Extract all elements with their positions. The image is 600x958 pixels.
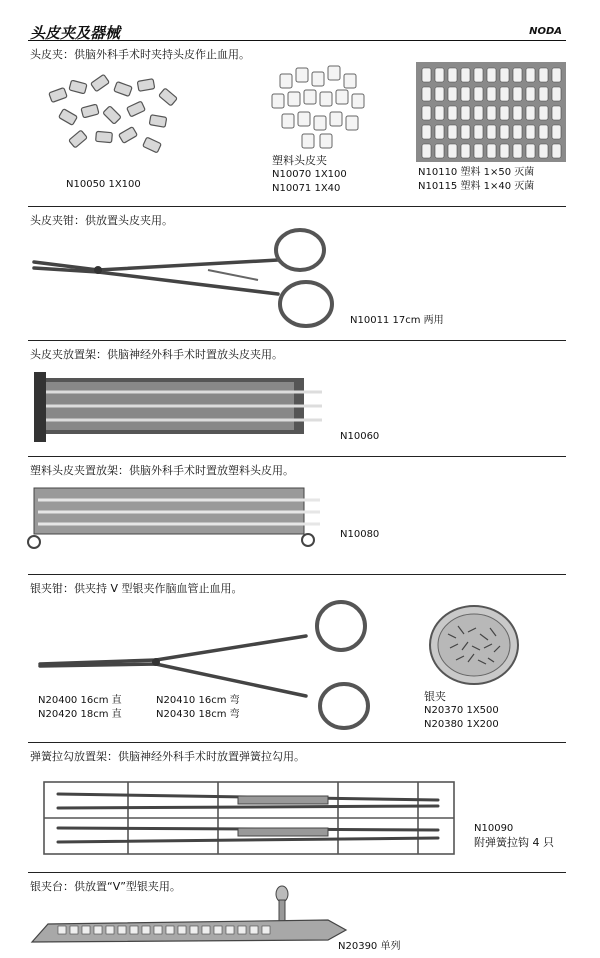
scalp-clip-rack-image [34, 372, 324, 442]
section-description: 银夹台：供放置“V”型银夹用。 [30, 880, 181, 893]
product-caption: N20410 16cm 弯 N20430 18cm 弯 [156, 695, 240, 720]
product-caption: 塑料头皮夹 N10070 1X100 N10071 1X40 [272, 154, 347, 194]
divider [28, 206, 566, 207]
product-caption: N10090 附弹簧拉钩 4 只 [474, 823, 554, 849]
divider [28, 340, 566, 341]
divider [28, 40, 566, 41]
plastic-clip-rack-image [24, 484, 324, 552]
section-description: 头皮夹放置架：供脑神经外科手术时置放头皮夹用。 [30, 348, 283, 361]
product-caption: 银夹 N20370 1X500 N20380 1X200 [424, 690, 499, 730]
divider [28, 872, 566, 873]
divider [28, 456, 566, 457]
spring-retractor-rack-image [38, 772, 468, 864]
product-caption: N20400 16cm 直 N20420 18cm 直 [38, 695, 122, 720]
section-description: 塑料头皮夹置放架：供脑外科手术时置放塑料头皮用。 [30, 464, 294, 477]
brand-logo-text: NODA [529, 26, 562, 37]
product-caption: N10050 1X100 [66, 179, 141, 190]
product-caption: N10011 17cm 两用 [350, 315, 444, 326]
section-description: 银夹钳：供夹持 V 型银夹作脑血管止血用。 [30, 582, 243, 595]
divider [28, 574, 566, 575]
page-title: 头皮夹及器械 [30, 24, 121, 42]
product-caption: N10080 [340, 529, 380, 540]
metal-scalp-clips-image [40, 70, 190, 170]
product-caption: N20390 单列 [338, 941, 401, 952]
plastic-scalp-clips-image [262, 62, 382, 154]
scalp-clip-forceps-image [28, 222, 338, 332]
sterile-clip-tray-image [416, 62, 566, 162]
silver-clips-dish-image [428, 604, 520, 686]
section-description: 头皮夹钳：供放置头皮夹用。 [30, 214, 173, 227]
divider [28, 742, 566, 743]
silver-clip-stand-image [28, 884, 348, 948]
product-caption: N10060 [340, 431, 380, 442]
section-description: 弹簧拉勾放置架：供脑神经外科手术时放置弹簧拉勾用。 [30, 750, 305, 763]
section-description: 头皮夹：供脑外科手术时夹持头皮作止血用。 [30, 48, 250, 61]
product-caption: N10110 塑料 1×50 灭菌 N10115 塑料 1×40 灭菌 [418, 167, 535, 192]
